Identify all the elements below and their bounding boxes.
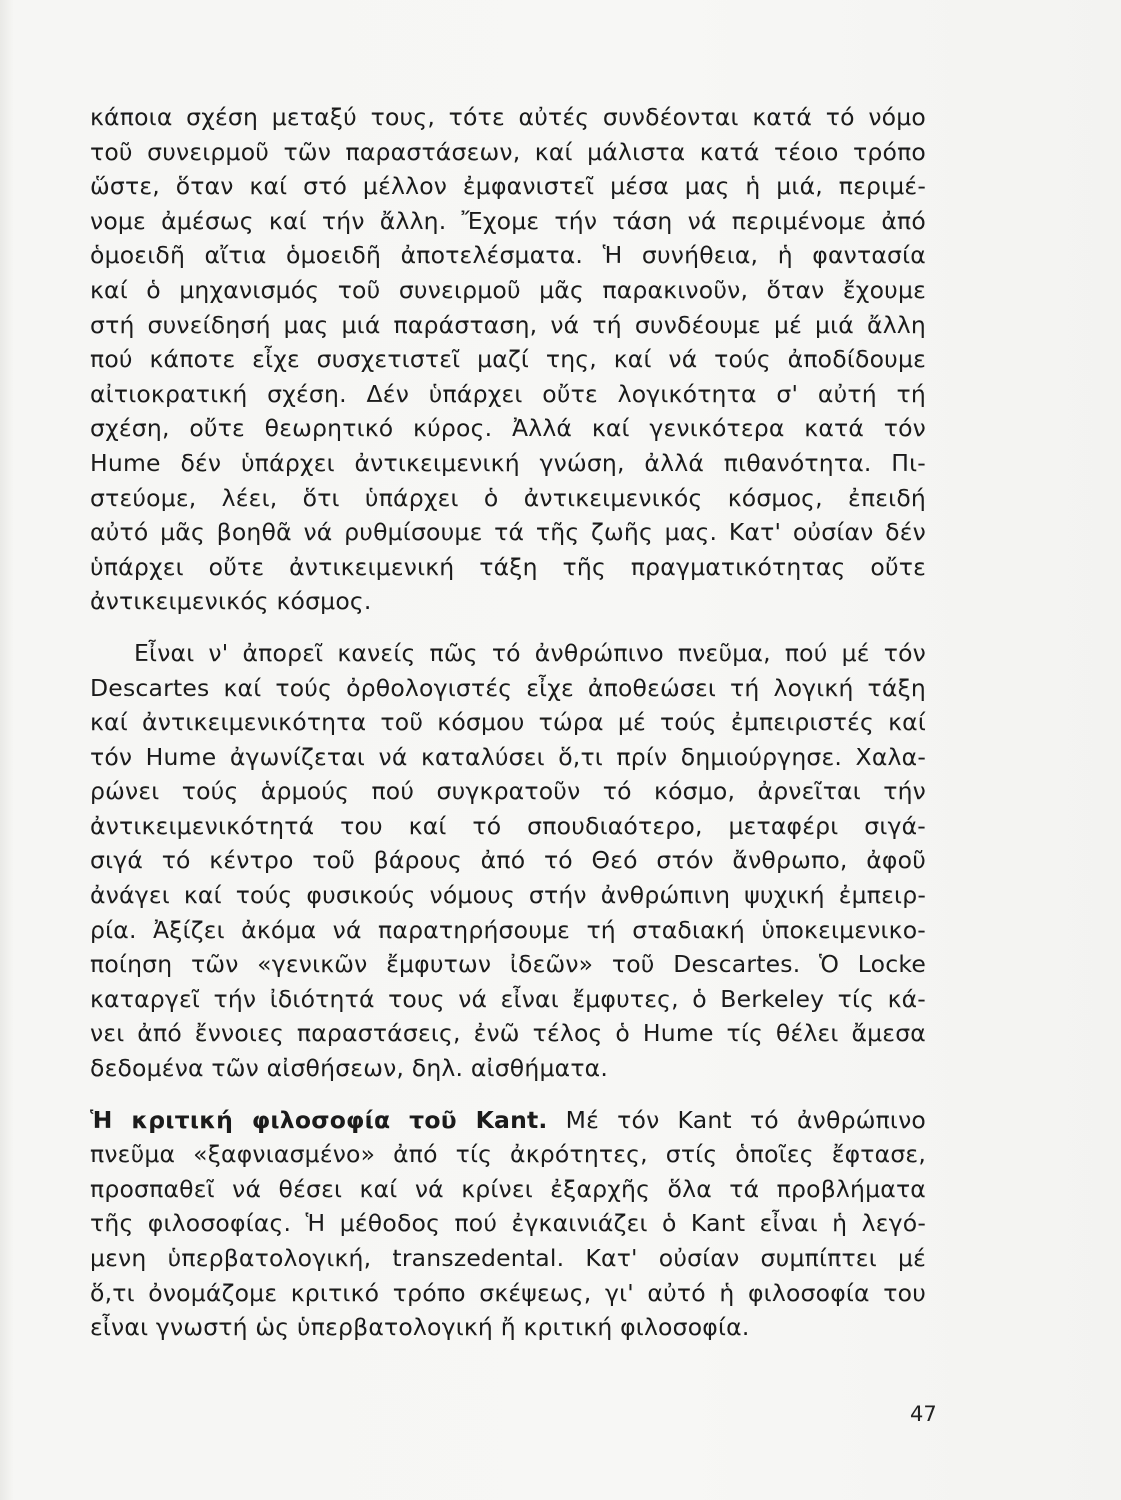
section-heading: Ἡ κριτική φιλοσοφία τοῦ Kant. (90, 1105, 548, 1134)
text-line: τόν Hume ἀγωνίζεται νά καταλύσει ὅ,τι πρίν δημιούργησε. Χαλα- (90, 742, 926, 771)
text-line: μενη ὑπερβατολογική, transzedental. Κατ' οὐσίαν συμπίπτει μέ (90, 1244, 926, 1272)
text-line: καί ὁ μηχανισμός τοῦ συνειρμοῦ μᾶς παρακινοῦν, ὅταν ἔχουμε (90, 275, 926, 304)
paragraph-3 (90, 1103, 926, 1345)
text-line: αἰτιοκρατική σχέση. Δέν ὑπάρχει οὔτε λογικότητα σ' αὐτή τή (90, 379, 926, 408)
text-line: στή συνείδησή μας μιά παράσταση, νά τή συνδέουμε μέ μιά ἄλλη (90, 310, 926, 339)
text-line: ποίηση τῶν «γενικῶν ἔμφυτων ἰδεῶν» τοῦ Descartes. Ὁ Locke (90, 950, 926, 979)
text-line: Descartes καί τούς ὀρθολογιστές εἶχε ἀποθεώσει τή λογική τάξη (90, 673, 926, 702)
text-line: σιγά τό κέντρο τοῦ βάρους ἀπό τό Θεό στόν ἄνθρωπο, ἀφοῦ (90, 846, 926, 875)
text-line: προσπαθεῖ νά θέσει καί νά κρίνει ἐξαρχῆς ὅλα τά προβλήματα (90, 1174, 926, 1203)
text-line: ὑπάρχει οὔτε ἀντικειμενική τάξη τῆς πραγματικότητας οὔτε (90, 552, 926, 581)
text-line: ὁμοειδῆ αἴτια ὁμοειδῆ ἀποτελέσματα. Ἡ συνήθεια, ἡ φαντασία (90, 241, 926, 270)
text-line: δεδομένα τῶν αἰσθήσεων, δηλ. αἰσθήματα. (90, 1054, 609, 1083)
text-line: ὅ,τι ὀνομάζομε κριτικό τρόπο σκέψεως, γι' αὐτό ἡ φιλοσοφία του (90, 1278, 926, 1307)
text-line (90, 1103, 926, 1138)
paragraph-2 (90, 636, 926, 1086)
text-line: αὐτό μᾶς βοηθᾶ νά ρυθμίσουμε τά τῆς ζωῆς μας. Κατ' οὐσίαν δέν (90, 518, 926, 547)
text-line: καί ἀντικειμενικότητα τοῦ κόσμου τώρα μέ τούς ἐμπειριστές καί (90, 708, 926, 737)
text-line: ρώνει τούς ἁρμούς πού συγκρατοῦν τό κόσμο, ἀρνεῖται τήν (90, 777, 926, 806)
text-line: στεύομε, λέει, ὅτι ὑπάρχει ὁ ἀντικειμενικός κόσμος, ἐπειδή (90, 483, 926, 512)
text-line: τῆς φιλοσοφίας. Ἡ μέθοδος πού ἐγκαινιάζει ὁ Kant εἶναι ἡ λεγό- (90, 1209, 926, 1238)
text-line-rest: Μέ τόν Kant τό ἀνθρώπινο (547, 1105, 926, 1134)
text-line: ἀντικειμενικότητά του καί τό σπουδιαότερο, μεταφέρι σιγά- (90, 811, 926, 840)
text-line: καταργεῖ τήν ἰδιότητά τους νά εἶναι ἔμφυτες, ὁ Berkeley τίς κά- (90, 984, 926, 1013)
text-line: εἶναι γνωστή ὡς ὑπερβατολογική ἤ κριτική φιλοσοφία. (90, 1313, 750, 1342)
text-line: ὥστε, ὅταν καί στό μέλλον ἐμφανιστεῖ μέσα μας ἡ μιά, περιμέ- (90, 172, 926, 201)
paragraph-1 (90, 100, 926, 619)
text-line: σχέση, οὔτε θεωρητικό κύρος. Ἀλλά καί γενικότερα κατά τόν (90, 414, 926, 443)
text-line: τοῦ συνειρμοῦ τῶν παραστάσεων, καί μάλιστα κατά τέοιο τρόπο (90, 137, 926, 166)
text-line: ἀντικειμενικός κόσμος. (90, 587, 372, 616)
text-line: νει ἀπό ἔννοιες παραστάσεις, ἐνῶ τέλος ὁ Hume τίς θέλει ἄμεσα (90, 1019, 926, 1048)
text-line: Hume δέν ὑπάρχει ἀντικειμενική γνώση, ἀλλά πιθανότητα. Πι- (90, 448, 926, 477)
text-line: ἀνάγει καί τούς φυσικούς νόμους στήν ἀνθρώπινη ψυχική ἐμπειρ- (90, 881, 926, 910)
text-line: πνεῦμα «ξαφνιασμένο» ἀπό τίς ἀκρότητες, στίς ὁποῖες ἔφτασε, (90, 1140, 926, 1169)
text-line: πού κάποτε εἶχε συσχετιστεῖ μαζί της, καί νά τούς ἀποδίδουμε (90, 345, 926, 374)
body-text (90, 100, 926, 1362)
text-line: Εἶναι ν' ἀπορεῖ κανείς πῶς τό ἀνθρώπινο πνεῦμα, πού μέ τόν (134, 638, 926, 667)
text-line: νομε ἀμέσως καί τήν ἄλλη. Ἔχομε τήν τάση νά περιμένομε ἀπό (90, 206, 926, 235)
text-line: ρία. Ἀξίζει ἀκόμα νά παρατηρήσουμε τή σταδιακή ὑποκειμενικο- (90, 915, 926, 944)
page-number: 47 (910, 1402, 937, 1426)
text-line: κάποια σχέση μεταξύ τους, τότε αὐτές συνδέονται κατά τό νόμο (90, 103, 926, 131)
